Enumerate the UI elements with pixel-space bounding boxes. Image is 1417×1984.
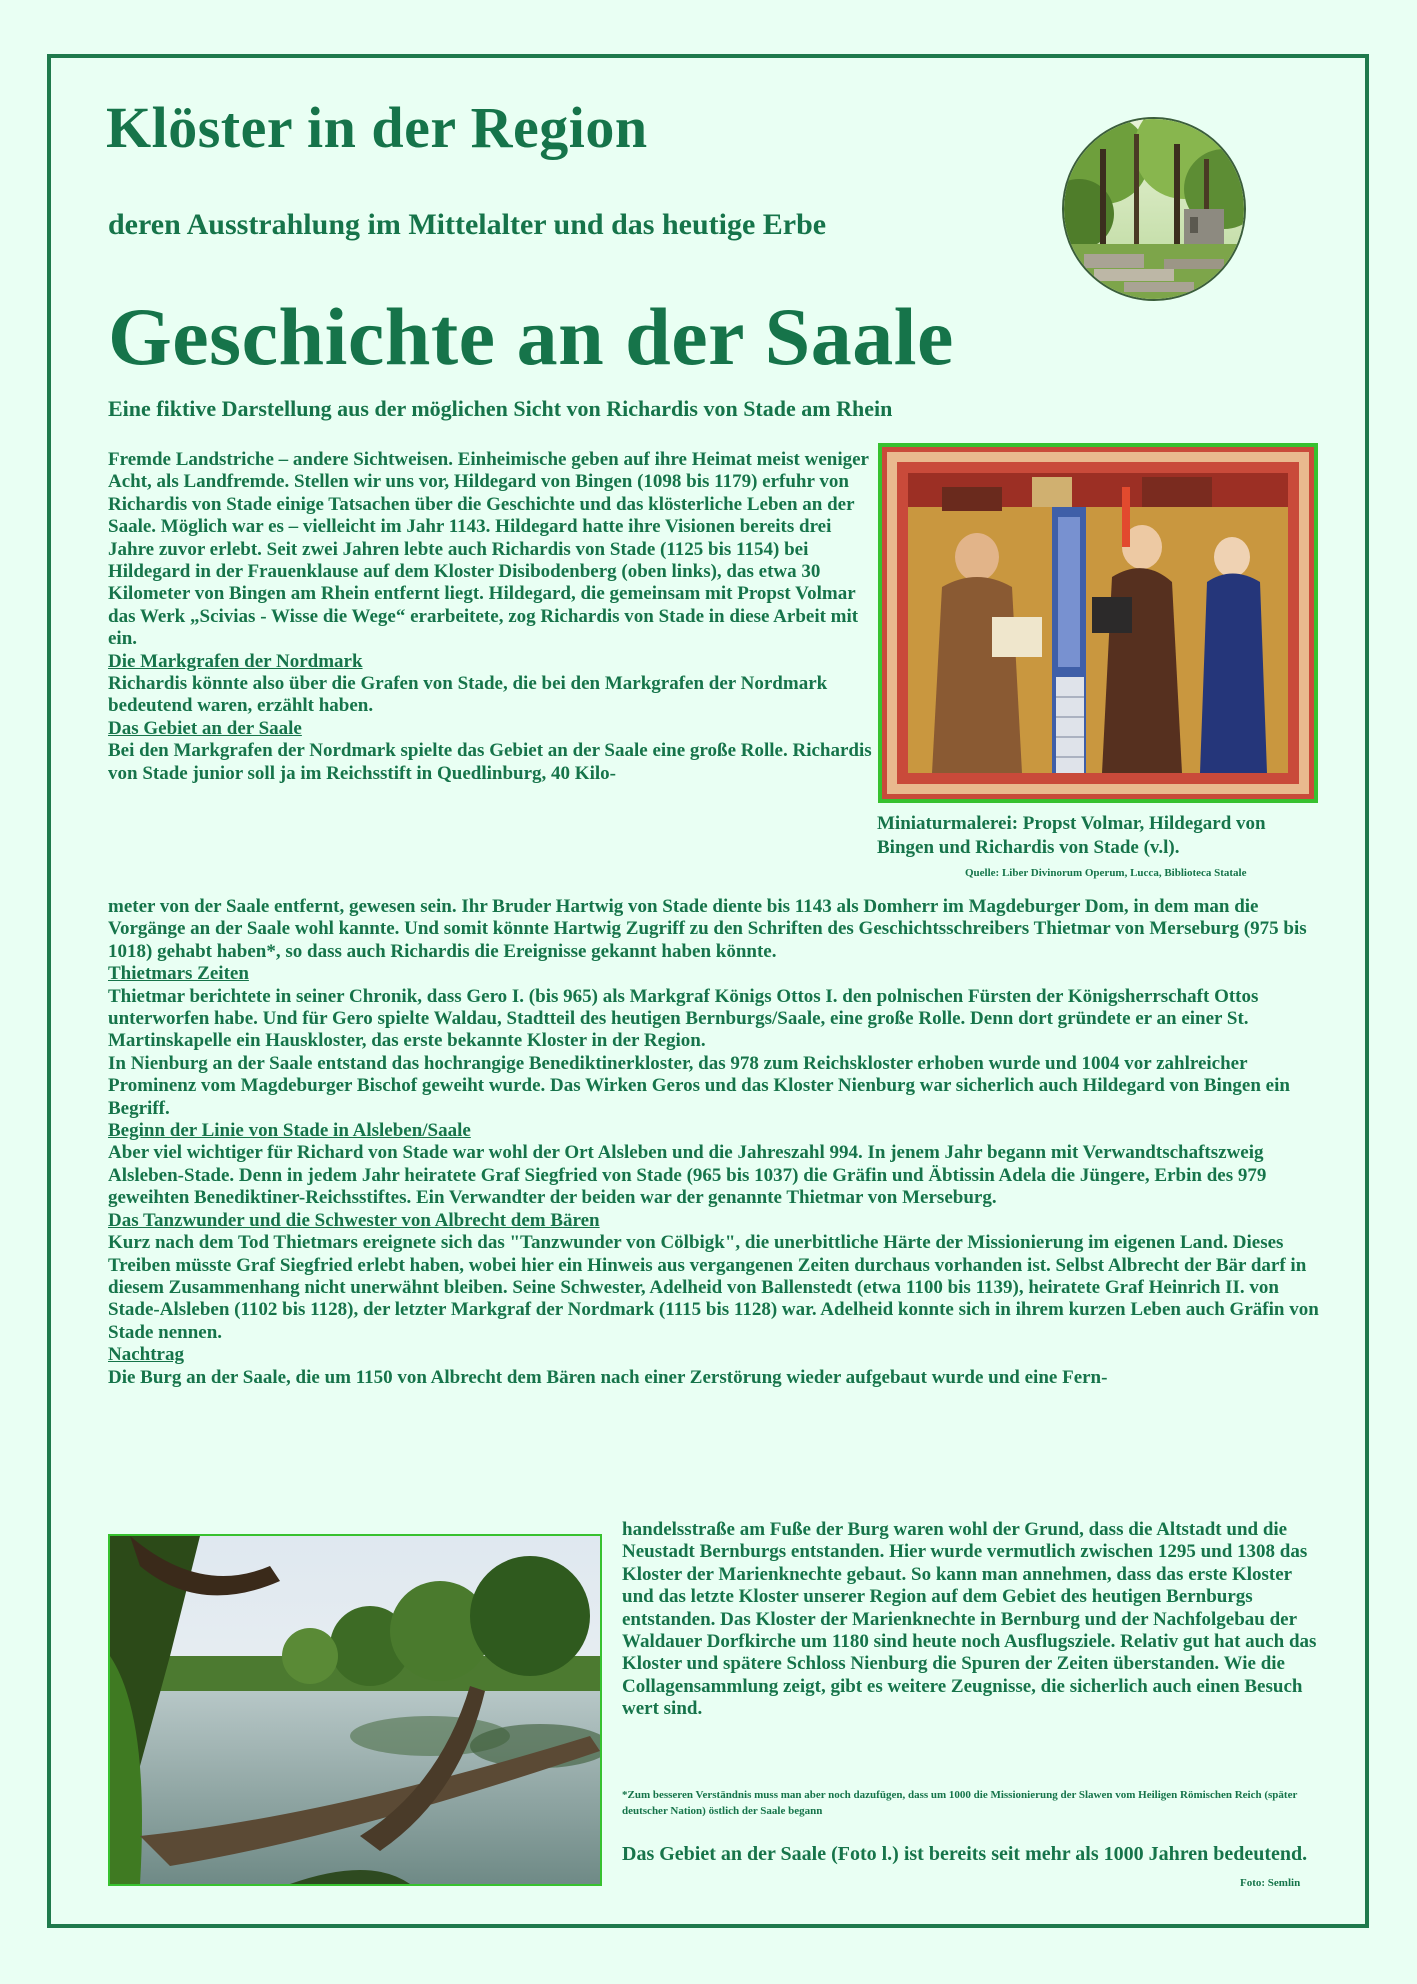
section-heading-gebiet: Das Gebiet an der Saale — [108, 717, 302, 739]
section-heading-tanzwunder: Das Tanzwunder und die Schwester von Albrecht dem Bären — [108, 1209, 600, 1231]
paragraph-nienburg: In Nienburg an der Saale entstand das hochrangige Benediktinerkloster, das 978 zum Reichskloster erhoben wurde und 1004 vor zahlreicher Prominenz vom Magdeburger Bischof geweiht wurde. Das Wirken Geros und das Kloster Nienburg war sicherlich auch Hildegard von Bingen ein Begriff. — [108, 1052, 1290, 1119]
paragraph-thietmar: Thietmar berichtete in seiner Chronik, dass Gero I. (bis 965) als Markgraf Königs Ottos I. den polnischen Fürsten der Königsherrschaft Ottos unterworfen habe. Und für Gero spielte Waldau, Stadtteil des heutigen Bernburgs/Saale, eine große Rolle. Denn dort gründete er an einer St. Martinskapelle ein Hauskloster, das erste bekannte Kloster in der Region. — [108, 985, 1259, 1052]
main-heading: Geschichte an der Saale — [108, 291, 954, 382]
miniature-painting — [878, 443, 1318, 803]
section-heading-markgrafen: Die Markgrafen der Nordmark — [108, 650, 363, 672]
photo-credit: Foto: Semlin — [1240, 1877, 1301, 1889]
monastery-ruins-photo — [1062, 117, 1246, 301]
page-title: Klöster in der Region — [106, 95, 648, 160]
paragraph-gebiet-start: Bei den Markgrafen der Nordmark spielte das Gebiet an der Saale eine große Rolle. Richardis von Stade junior soll ja im Reichsstift in Quedlinburg, 40 Kilo- — [108, 740, 872, 784]
paragraph-nachtrag-start: Die Burg an der Saale, die um 1150 von Albrecht dem Bären nach einer Zerstörung wieder aufgebaut wurde und eine Fern- — [108, 1366, 1108, 1388]
article-upper-column — [108, 449, 873, 785]
section-heading-alsleben: Beginn der Linie von Stade in Alsleben/Saale — [108, 1120, 471, 1142]
closing-note: Das Gebiet an der Saale (Foto l.) ist bereits seit mehr als 1000 Jahren bedeutend. — [622, 1843, 1308, 1865]
paragraph-intro: Fremde Landstriche – andere Sichtweisen. Einheimische geben auf ihre Heimat meist weniger Acht, als Landfremde. Stellen wir uns vor, Hildegard von Bingen (1098 bis 1179) erfuhr von Richardis von Stade einige Tatsachen über die Geschichte und das klösterliche Leben an der Saale. Möglich war es – vielleicht im Jahr 1143. Hildegard hatte ihre Visionen bereits drei Jahre zuvor erlebt. Seit zwei Jahren lebte auch Richardis von Stade (1125 bis 1154) bei Hildegard in der Frauenklause auf dem Kloster Disibodenberg (oben links), das etwa 30 Kilometer von Bingen am Rhein entfernt liegt. Hildegard, die gemeinsam mit Propst Volmar das Werk „Scivias - Wisse die Wege“ erarbeitete, zog Richardis von Stade in diese Arbeit mit ein. — [108, 449, 869, 650]
section-heading-thietmar: Thietmars Zeiten — [108, 963, 249, 985]
paragraph-gebiet-continued: meter von der Saale entfernt, gewesen sein. Ihr Bruder Hartwig von Stade diente bis 1143 als Domherr im Magdeburger Dom, in dem man die Vorgänge an der Saale wohl kannte. Und somit könnte Hartwig Zugriff zu den Schriften des Geschichtsschreibers Thietmar von Merseburg (975 bis 1018) gehabt haben*, so dass auch Richardis die Ereignisse gekannt haben könnte. — [108, 896, 1307, 962]
article-lower-column — [622, 1519, 1322, 1721]
miniature-caption: Miniaturmalerei: Propst Volmar, Hildegard von Bingen und Richardis von Stade (v.l). — [877, 813, 1266, 858]
miniature-source: Quelle: Liber Divinorum Operum, Lucca, Biblioteca Statale — [965, 867, 1247, 879]
paragraph-markgrafen: Richardis könnte also über die Grafen von Stade, die bei den Markgrafen der Nordmark bedeutend waren, erzählt haben. — [108, 673, 828, 717]
paragraph-nachtrag-continued: handelsstraße am Fuße der Burg waren wohl der Grund, dass die Altstadt und die Neustadt Bernburgs entstanden. Hier wurde vermutlich zwischen 1295 und 1308 das Kloster der Marienknechte gebaut. So kann man annehmen, dass das erste Kloster und das letzte Kloster unserer Region auf dem Gebiet des heutigen Bernburgs entstanden. Das Kloster der Marienknechte in Bernburg und der Nachfolgebau der Waldauer Dorfkirche um 1180 sind heute noch Ausflugsziele. Relativ gut hat auch das Kloster und spätere Schloss Nienburg die Spuren der Zeiten überstanden. Wie die Collagensammlung zeigt, gibt es weitere Zeugnisse, die sicherlich auch einen Besuch wert sind. — [622, 1519, 1317, 1720]
intro-line: Eine fiktive Darstellung aus der möglichen Sicht von Richardis von Stade am Rhein — [108, 396, 893, 421]
article-full-width — [108, 896, 1323, 1389]
paragraph-tanzwunder: Kurz nach dem Tod Thietmars ereignete sich das "Tanzwunder von Cölbigk", die unerbittliche Härte der Missionierung im eigenen Land. Dieses Treiben müsste Graf Siegfried erlebt haben, wobei hier ein Hinweis aus vergangenen Zeiten durchaus vorhanden ist. Selbst Albrecht der Bär darf in diesem Zusammenhang nicht unerwähnt bleiben. Seine Schwester, Adelheid von Ballenstedt (etwa 1100 bis 1139), heiratete Graf Heinrich II. von Stade-Alsleben (1102 bis 1128), der letzter Markgraf der Nordmark (1115 bis 1128) war. Adelheid konnte sich in ihrem kurzen Leben auch Gräfin von Stade nennen. — [108, 1232, 1319, 1343]
section-heading-nachtrag: Nachtrag — [108, 1344, 184, 1366]
river-saale-photo — [108, 1534, 602, 1886]
paragraph-alsleben: Aber viel wichtiger für Richard von Stade war wohl der Ort Alsleben und die Jahreszahl 994. In jenem Jahr begann mit Verwandtschaftszweig Alsleben-Stade. Denn in jedem Jahr heiratete Graf Siegfried von Stade (965 bis 1037) die Gräfin und Äbtissin Adela die Jüngere, Erbin des 979 geweihten Benediktiner-Reichsstiftes. Ein Verwandter der beiden war der genannte Thietmar von Merseburg. — [108, 1142, 1267, 1209]
page-subtitle: deren Ausstrahlung im Mittelalter und das heutige Erbe — [108, 208, 827, 241]
footnote: *Zum besseren Verständnis muss man aber noch dazufügen, dass um 1000 die Missionierung der Slawen vom Heiligen Römischen Reich (später deutscher Nation) östlich der Saale begann — [622, 1789, 1298, 1817]
